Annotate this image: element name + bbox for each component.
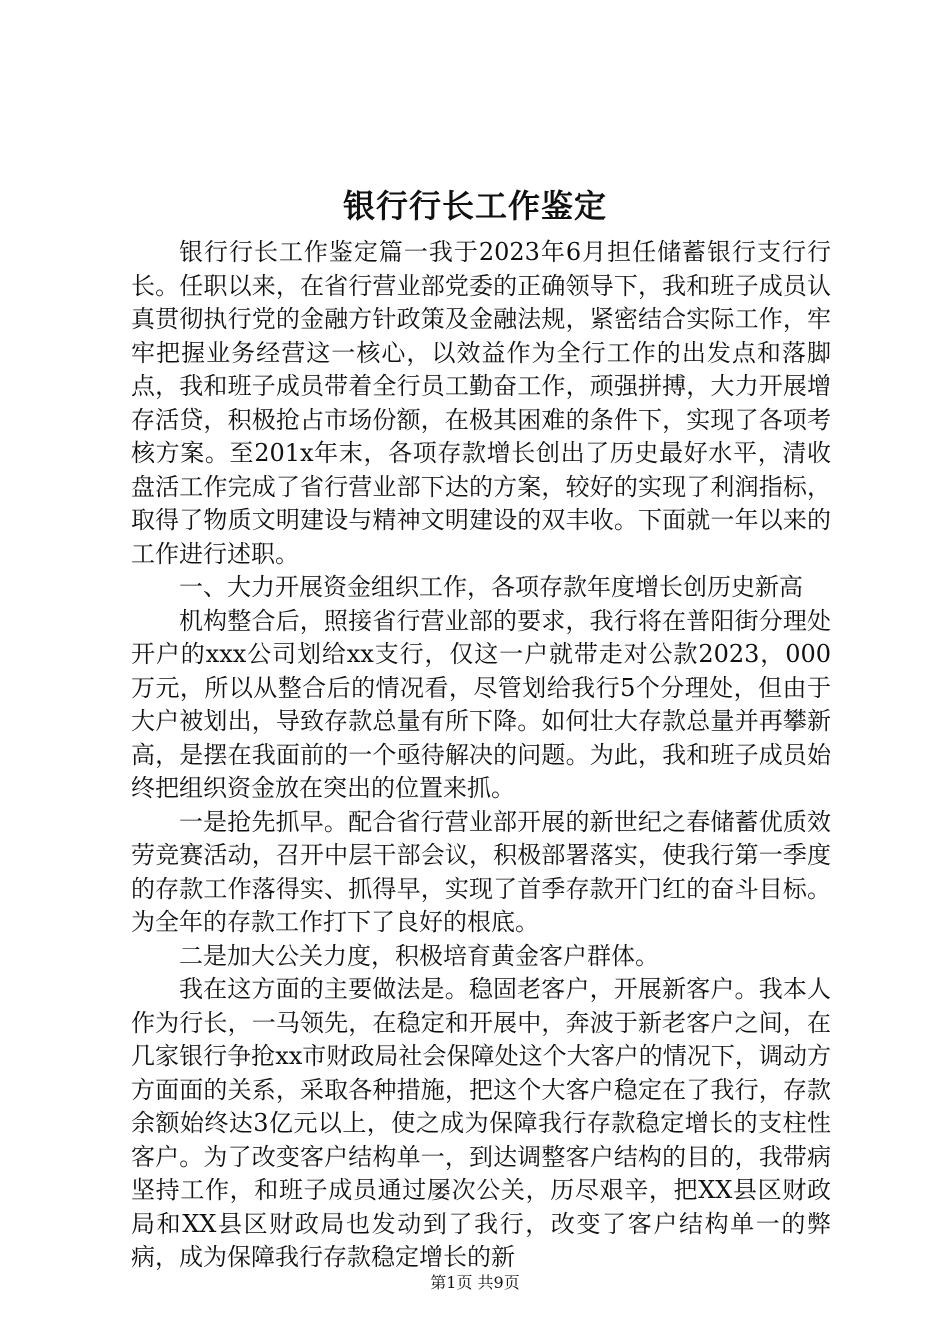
paragraph-6: 我在这方面的主要做法是。稳固老客户，开展新客户。我本人作为行长，一马领先，在稳定和开展中，奔波于新老客户之间，在几家银行争抢xx市财政局社会保障处这个大客户的情况下，调动方方面面的关系，采取各种措施，把这个大客户稳定在了我行，存款余额始终达3亿元以上，使之成为保障我行存款稳定增长的支柱性客户。为了改变客户结构单一，到达调整客户结构的目的，我带病坚持工作，和班子成员通过屡次公关，历尽艰辛，把XX县区财政局和XX县区财政局也发动到了我行，改变了客户结构单一的弊病，成为保障我行存款稳定增长的新 (131, 975, 831, 1271)
paragraph-2: 一、大力开展资金组织工作，各项存款年度增长创历史新高 (179, 573, 803, 601)
document-body (131, 236, 831, 1275)
paragraph-4: 一是抢先抓早。配合省行营业部开展的新世纪之春储蓄优质效劳竞赛活动，召开中层干部会议，积极部署落实，使我行第一季度的存款工作落得实、抓得早，实现了首季存款开门红的奋斗目标。为全年的存款工作打下了良好的根底。 (131, 807, 831, 936)
document-title: 银行行长工作鉴定 (342, 187, 607, 225)
paragraph-5: 二是加大公关力度，积极培育黄金客户群体。 (179, 941, 659, 970)
paragraph-3: 机构整合后，照接省行营业部的要求，我行将在普阳街分理处开户的xxx公司划给xx支行，仅这一户就带走对公款2023，000万元，所以从整合后的情况看，尽管划给我行5个分理处，但由于大户被划出，导致存款总量有所下降。如何壮大存款总量并再攀新高，是摆在我面前的一个亟待解决的问题。为此，我和班子成员始终把组织资金放在突出的位置来抓。 (131, 606, 831, 802)
paragraph-1: 银行行长工作鉴定篇一我于2023年6月担任储蓄银行支行行长。任职以来，在省行营业部党委的正确领导下，我和班子成员认真贯彻执行党的金融方针政策及金融法规，紧密结合实际工作，牢牢把握业务经营这一核心，以效益作为全行工作的出发点和落脚点，我和班子成员带着全行员工勤奋工作，顽强拼搏，大力开展增存活贷，积极抢占市场份额，在极其困难的条件下，实现了各项考核方案。至201x年末，各项存款增长创出了历史最好水平，清收盘活工作完成了省行营业部下达的方案，较好的实现了利润指标，取得了物质文明建设与精神文明建设的双丰收。下面就一年以来的工作进行述职。 (131, 238, 831, 568)
page-number-footer: 第1页 共9页 (430, 1273, 520, 1292)
